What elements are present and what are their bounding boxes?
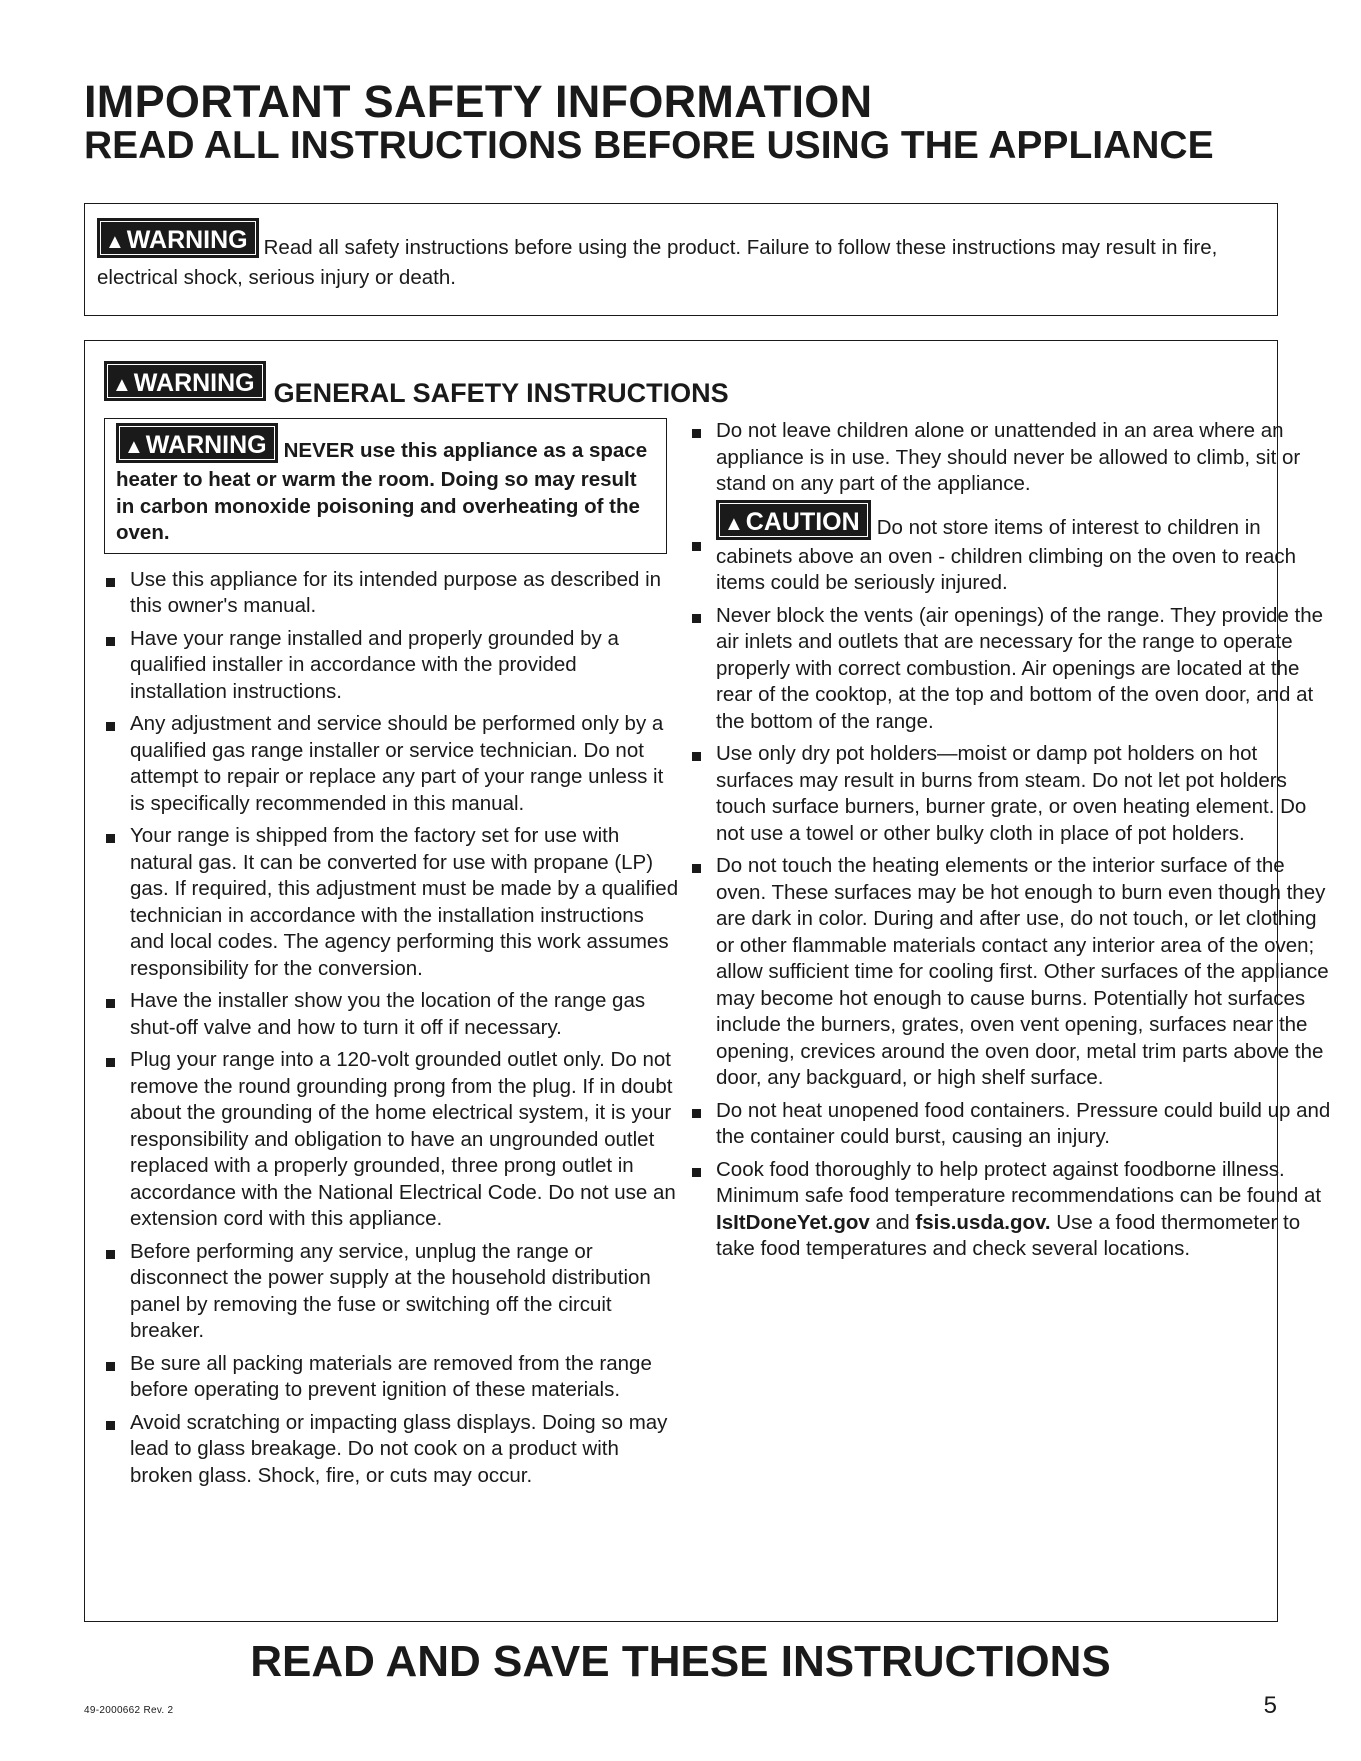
list-item: Avoid scratching or impacting glass displays. Doing so may lead to glass breakage. Do not cook on a product with broken glass. Shock, fire, or cuts may occur. [104,1410,679,1490]
warning-box [84,203,1278,316]
warning-badge [104,361,266,401]
page-title: IMPORTANT SAFETY INFORMATION [84,76,873,127]
space-heater-warning-text: NEVER use this appliance as a space heater to heat or warm the room. Doing so may result in carbon monoxide poisoning and overheating of the oven. [116,439,648,544]
right-safety-list [690,418,1338,1263]
isitdoneyet-link: IsItDoneYet.gov [716,1210,870,1234]
left-column [104,418,679,1495]
list-item: Be sure all packing materials are removed from the range before operating to prevent ignition of these materials. [104,1351,679,1404]
usda-link: fsis.usda.gov. [915,1210,1051,1234]
caution-item [690,504,1338,597]
warning-intro [97,224,1259,291]
list-item: Have your range installed and properly grounded by a qualified installer in accordance with the provided installation instructions. [104,626,679,706]
warning-badge-label: WARNING [145,431,267,459]
warning-triangle-icon: ▲ [112,374,132,396]
list-item: Any adjustment and service should be performed only by a qualified gas range installer or service technician. Do not attempt to repair or replace any part of your range unless it is specifically recommended in this manual. [104,711,679,817]
right-column [690,418,1338,1269]
footer-title: READ AND SAVE THESE INSTRUCTIONS [250,1637,1111,1686]
list-item: Use only dry pot holders—moist or damp pot holders on hot surfaces may result in burns from steam. Do not let pot holders touch surface burners, burner grate, or oven heating element. Do not use a towel or other bulky cloth in place of pot holders. [690,741,1338,847]
warning-badge [97,218,259,258]
list-item: Your range is shipped from the factory set for use with natural gas. It can be converted for use with propane (LP) gas. If required, this adjustment must be made by a qualified technician in accordance with the installation instructions and local codes. The agency performing this work assumes responsibility for the conversion. [104,823,679,982]
warning-triangle-icon: ▲ [724,512,744,535]
list-item: Never block the vents (air openings) of the range. They provide the air inlets and outlets that are necessary for the range to operate properly with correct combustion. Air openings are located at the rear of the cooktop, at the top and bottom of the oven door, and at the bottom of the range. [690,603,1338,736]
list-item: Before performing any service, unplug the range or disconnect the power supply at the household distribution panel by removing the fuse or switching off the circuit breaker. [104,1239,679,1345]
warning-badge-label: WARNING [126,226,248,254]
warning-intro-text: Read all safety instructions before using the product. Failure to follow these instructions may result in fire, electrical shock, serious injury or death. [97,236,1218,289]
document-number: 49-2000662 Rev. 2 [84,1705,174,1716]
general-safety-header [104,361,729,408]
warning-badge [116,423,278,463]
section-title: GENERAL SAFETY INSTRUCTIONS [273,378,729,408]
warning-badge-label: WARNING [133,369,255,397]
list-item: Do not heat unopened food containers. Pressure could build up and the container could burst, causing an injury. [690,1098,1338,1151]
list-item [690,1157,1338,1263]
cook-text-and: and [875,1210,910,1234]
list-item: Do not touch the heating elements or the interior surface of the oven. These surfaces may be hot enough to burn even though they are dark in color. During and after use, do not touch, or let clothing or other flammable materials contact any interior area of the oven; allow sufficient time for cooling first. Other surfaces of the appliance may become hot enough to cause burns. Potentially hot surfaces include the burners, grates, oven vent opening, surfaces near the opening, crevices around the oven door, metal trim parts above the door, any backguard, or high shelf surface. [690,853,1338,1092]
page-subtitle: READ ALL INSTRUCTIONS BEFORE USING THE APPLIANCE [84,124,1214,167]
left-safety-list [104,567,679,1490]
warning-triangle-icon: ▲ [105,231,125,253]
list-item: Have the installer show you the location of the range gas shut-off valve and how to turn it off if necessary. [104,988,679,1041]
caution-text: Do not store items of interest to children in cabinets above an oven - children climbing on the oven to reach items could be seriously injured. [716,515,1297,594]
warning-triangle-icon: ▲ [124,436,144,458]
page-number: 5 [1263,1692,1277,1719]
space-heater-warning [104,418,667,554]
list-item: Plug your range into a 120-volt grounded outlet only. Do not remove the round grounding prong from the plug. If in doubt about the grounding of the home electrical system, it is your responsibility and obligation to have an ungrounded outlet replaced with a properly grounded, three prong outlet in accordance with the National Electrical Code. Do not use an extension cord with this appliance. [104,1047,679,1233]
cook-text-post: Use a food thermometer to take food temperatures and check several locations. [716,1210,1301,1260]
list-item: Do not leave children alone or unattended in an area where an appliance is in use. They should never be allowed to climb, sit or stand on any part of the appliance. [690,418,1338,498]
list-item: Use this appliance for its intended purpose as described in this owner's manual. [104,567,679,620]
caution-badge-label: CAUTION [745,507,860,536]
general-safety-box [84,340,1331,1622]
caution-badge [716,500,871,540]
cook-text-pre: Cook food thoroughly to help protect against foodborne illness. Minimum safe food temperature recommendations can be found at [716,1157,1322,1207]
